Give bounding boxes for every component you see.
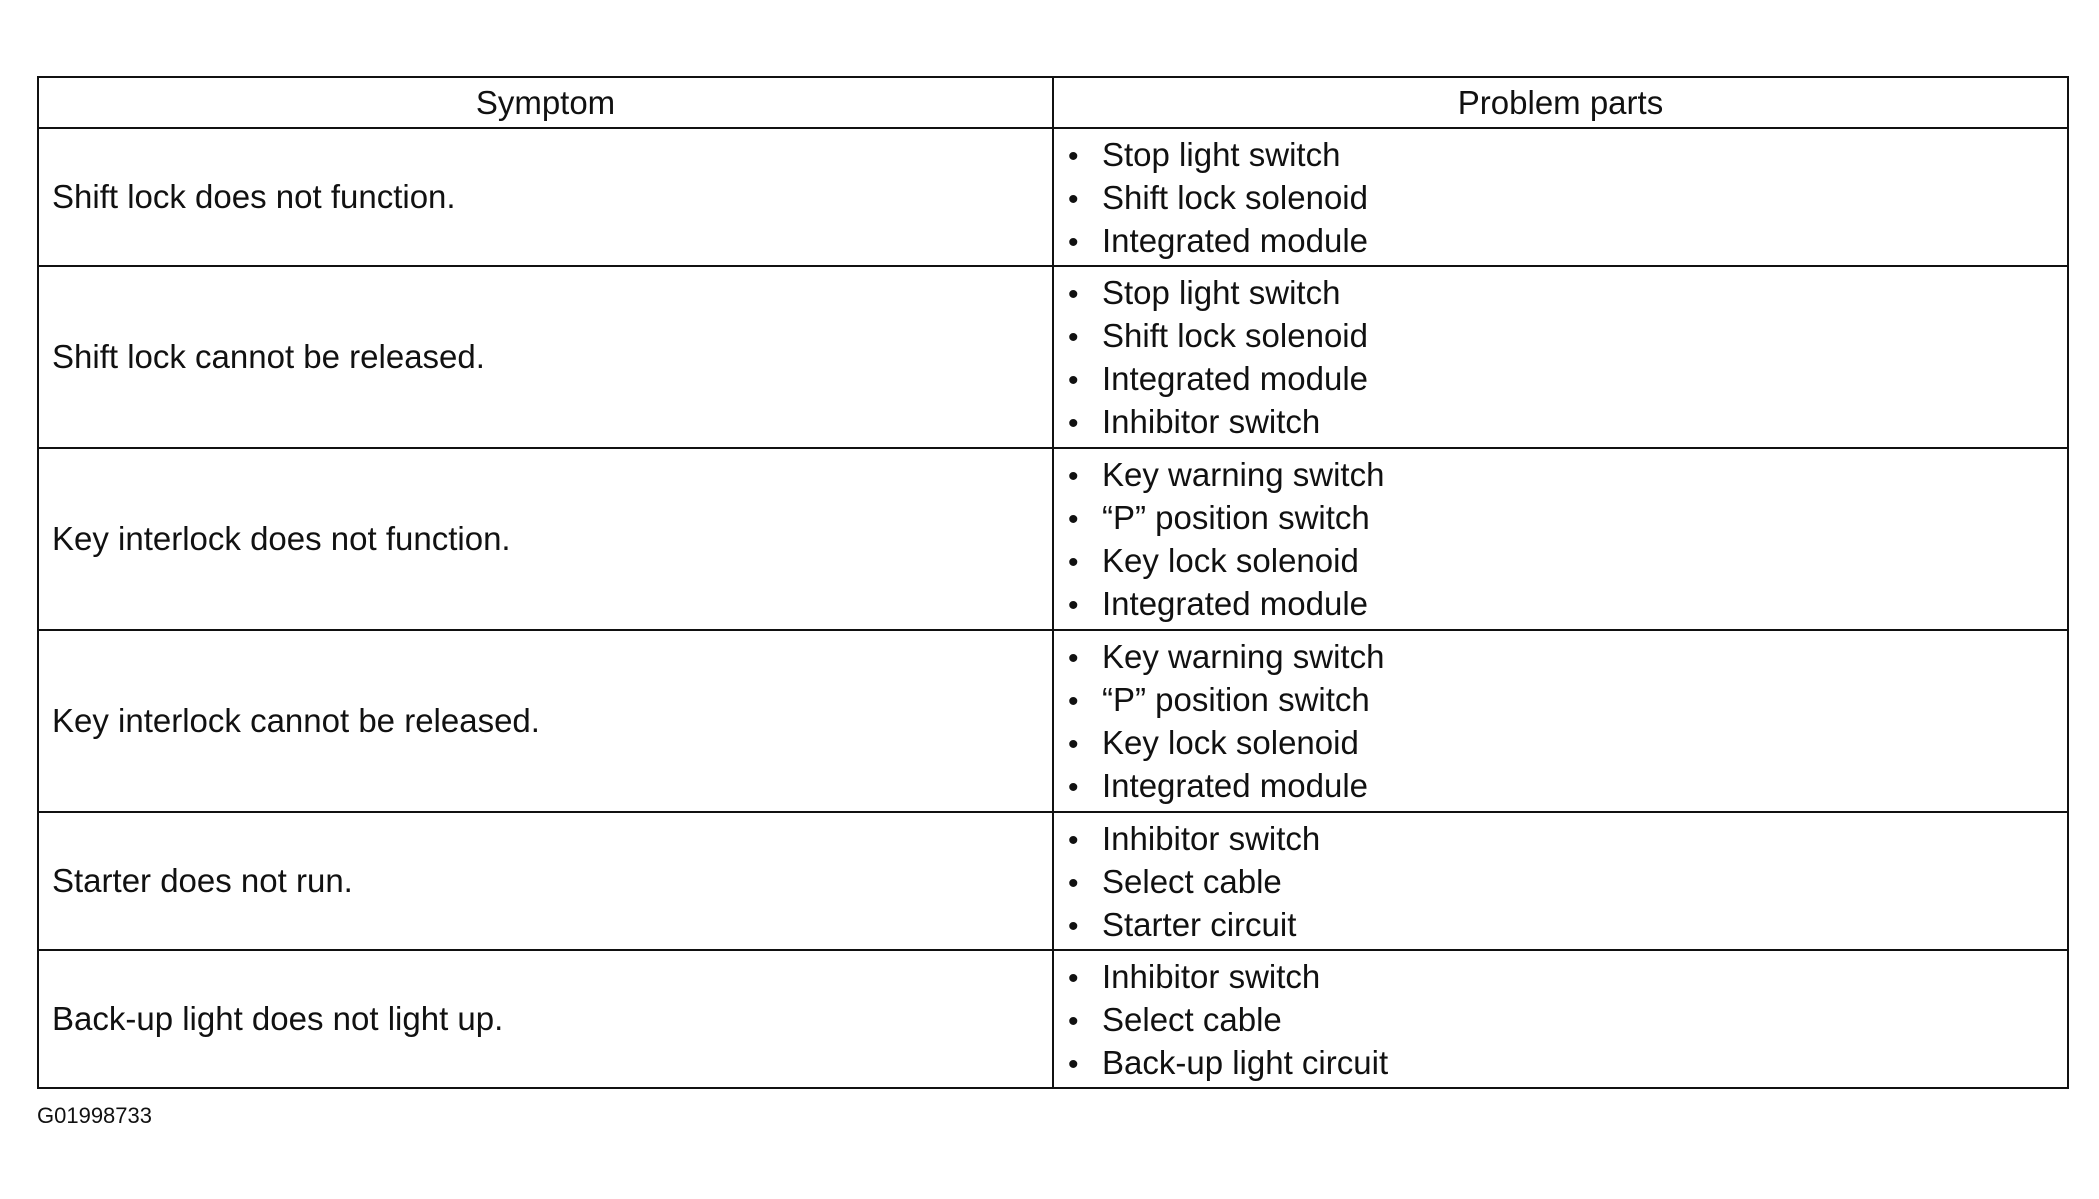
list-item bbox=[1068, 176, 2067, 219]
part-label: Integrated module bbox=[1102, 585, 1369, 622]
list-item bbox=[1068, 903, 2067, 946]
list-item bbox=[1068, 721, 2067, 764]
problem-parts-cell bbox=[1053, 950, 2068, 1088]
list-item bbox=[1068, 678, 2067, 721]
list-item bbox=[1068, 955, 2067, 998]
bullet-icon: • bbox=[1068, 823, 1079, 857]
symptom-cell: Shift lock cannot be released. bbox=[38, 266, 1053, 448]
symptom-cell: Key interlock cannot be released. bbox=[38, 630, 1053, 812]
list-item bbox=[1068, 453, 2067, 496]
symptom-cell: Starter does not run. bbox=[38, 812, 1053, 950]
bullet-icon: • bbox=[1068, 771, 1079, 804]
symptom-cell: Back-up light does not light up. bbox=[38, 950, 1053, 1088]
problem-parts-cell bbox=[1053, 266, 2068, 448]
part-label: “P” position switch bbox=[1102, 681, 1370, 718]
bullet-icon: • bbox=[1068, 909, 1079, 943]
list-item bbox=[1068, 860, 2067, 903]
parts-list bbox=[1068, 635, 2067, 807]
part-label: Key lock solenoid bbox=[1102, 542, 1359, 579]
parts-list bbox=[1068, 133, 2067, 262]
problem-parts-cell bbox=[1053, 812, 2068, 950]
part-label: Integrated module bbox=[1102, 360, 1369, 397]
symptom-header: Symptom bbox=[38, 77, 1053, 128]
problem-parts-cell bbox=[1053, 128, 2068, 266]
part-label: Shift lock solenoid bbox=[1102, 317, 1368, 354]
figure-code: G01998733 bbox=[37, 1103, 152, 1128]
list-item bbox=[1068, 400, 2067, 443]
list-item bbox=[1068, 496, 2067, 539]
bullet-icon: • bbox=[1068, 321, 1079, 354]
list-item bbox=[1068, 635, 2067, 678]
list-item bbox=[1068, 764, 2067, 807]
symptom-cell: Key interlock does not function. bbox=[38, 448, 1053, 630]
bullet-icon: • bbox=[1068, 1047, 1079, 1081]
bullet-icon: • bbox=[1068, 866, 1079, 900]
list-item bbox=[1068, 1041, 2067, 1084]
table-row bbox=[38, 128, 2068, 266]
bullet-icon: • bbox=[1068, 546, 1079, 579]
parts-list bbox=[1068, 271, 2067, 443]
list-item bbox=[1068, 817, 2067, 860]
part-label: Starter circuit bbox=[1102, 905, 1297, 943]
part-label: Integrated module bbox=[1102, 767, 1369, 804]
list-item bbox=[1068, 357, 2067, 400]
part-label: Integrated module bbox=[1102, 221, 1369, 259]
list-item bbox=[1068, 219, 2067, 262]
bullet-icon: • bbox=[1068, 364, 1079, 397]
table-row bbox=[38, 630, 2068, 812]
part-label: Inhibitor switch bbox=[1102, 819, 1321, 857]
list-item bbox=[1068, 133, 2067, 176]
list-item bbox=[1068, 539, 2067, 582]
part-label: Select cable bbox=[1102, 862, 1282, 900]
bullet-icon: • bbox=[1068, 728, 1079, 761]
table-row bbox=[38, 950, 2068, 1088]
part-label: Stop light switch bbox=[1102, 135, 1341, 173]
part-label: Stop light switch bbox=[1102, 274, 1341, 311]
bullet-icon: • bbox=[1068, 589, 1079, 622]
part-label: Key warning switch bbox=[1102, 638, 1385, 675]
list-item bbox=[1068, 998, 2067, 1041]
bullet-icon: • bbox=[1068, 407, 1079, 440]
list-item bbox=[1068, 314, 2067, 357]
part-label: “P” position switch bbox=[1102, 499, 1370, 536]
list-item bbox=[1068, 582, 2067, 625]
part-label: Key warning switch bbox=[1102, 456, 1385, 493]
bullet-icon: • bbox=[1068, 278, 1079, 311]
parts-list bbox=[1068, 955, 2067, 1084]
part-label: Select cable bbox=[1102, 1000, 1282, 1038]
part-label: Key lock solenoid bbox=[1102, 724, 1359, 761]
problem-parts-cell bbox=[1053, 630, 2068, 812]
parts-list bbox=[1068, 453, 2067, 625]
part-label: Shift lock solenoid bbox=[1102, 178, 1368, 216]
bullet-icon: • bbox=[1068, 961, 1079, 995]
part-label: Inhibitor switch bbox=[1102, 957, 1321, 995]
table-row bbox=[38, 812, 2068, 950]
part-label: Inhibitor switch bbox=[1102, 403, 1321, 440]
problem-parts-cell bbox=[1053, 448, 2068, 630]
part-label: Back-up light circuit bbox=[1102, 1043, 1389, 1081]
bullet-icon: • bbox=[1068, 503, 1079, 536]
table-header-row bbox=[38, 77, 2068, 128]
bullet-icon: • bbox=[1068, 182, 1079, 216]
bullet-icon: • bbox=[1068, 642, 1079, 675]
bullet-icon: • bbox=[1068, 460, 1079, 493]
table-row bbox=[38, 448, 2068, 630]
bullet-icon: • bbox=[1068, 685, 1079, 718]
parts-list bbox=[1068, 817, 2067, 946]
bullet-icon: • bbox=[1068, 225, 1079, 259]
symptom-table bbox=[37, 76, 2069, 1089]
symptom-cell: Shift lock does not function. bbox=[38, 128, 1053, 266]
table-row bbox=[38, 266, 2068, 448]
problem-parts-header: Problem parts bbox=[1053, 77, 2068, 128]
list-item bbox=[1068, 271, 2067, 314]
bullet-icon: • bbox=[1068, 1004, 1079, 1038]
bullet-icon: • bbox=[1068, 139, 1079, 173]
